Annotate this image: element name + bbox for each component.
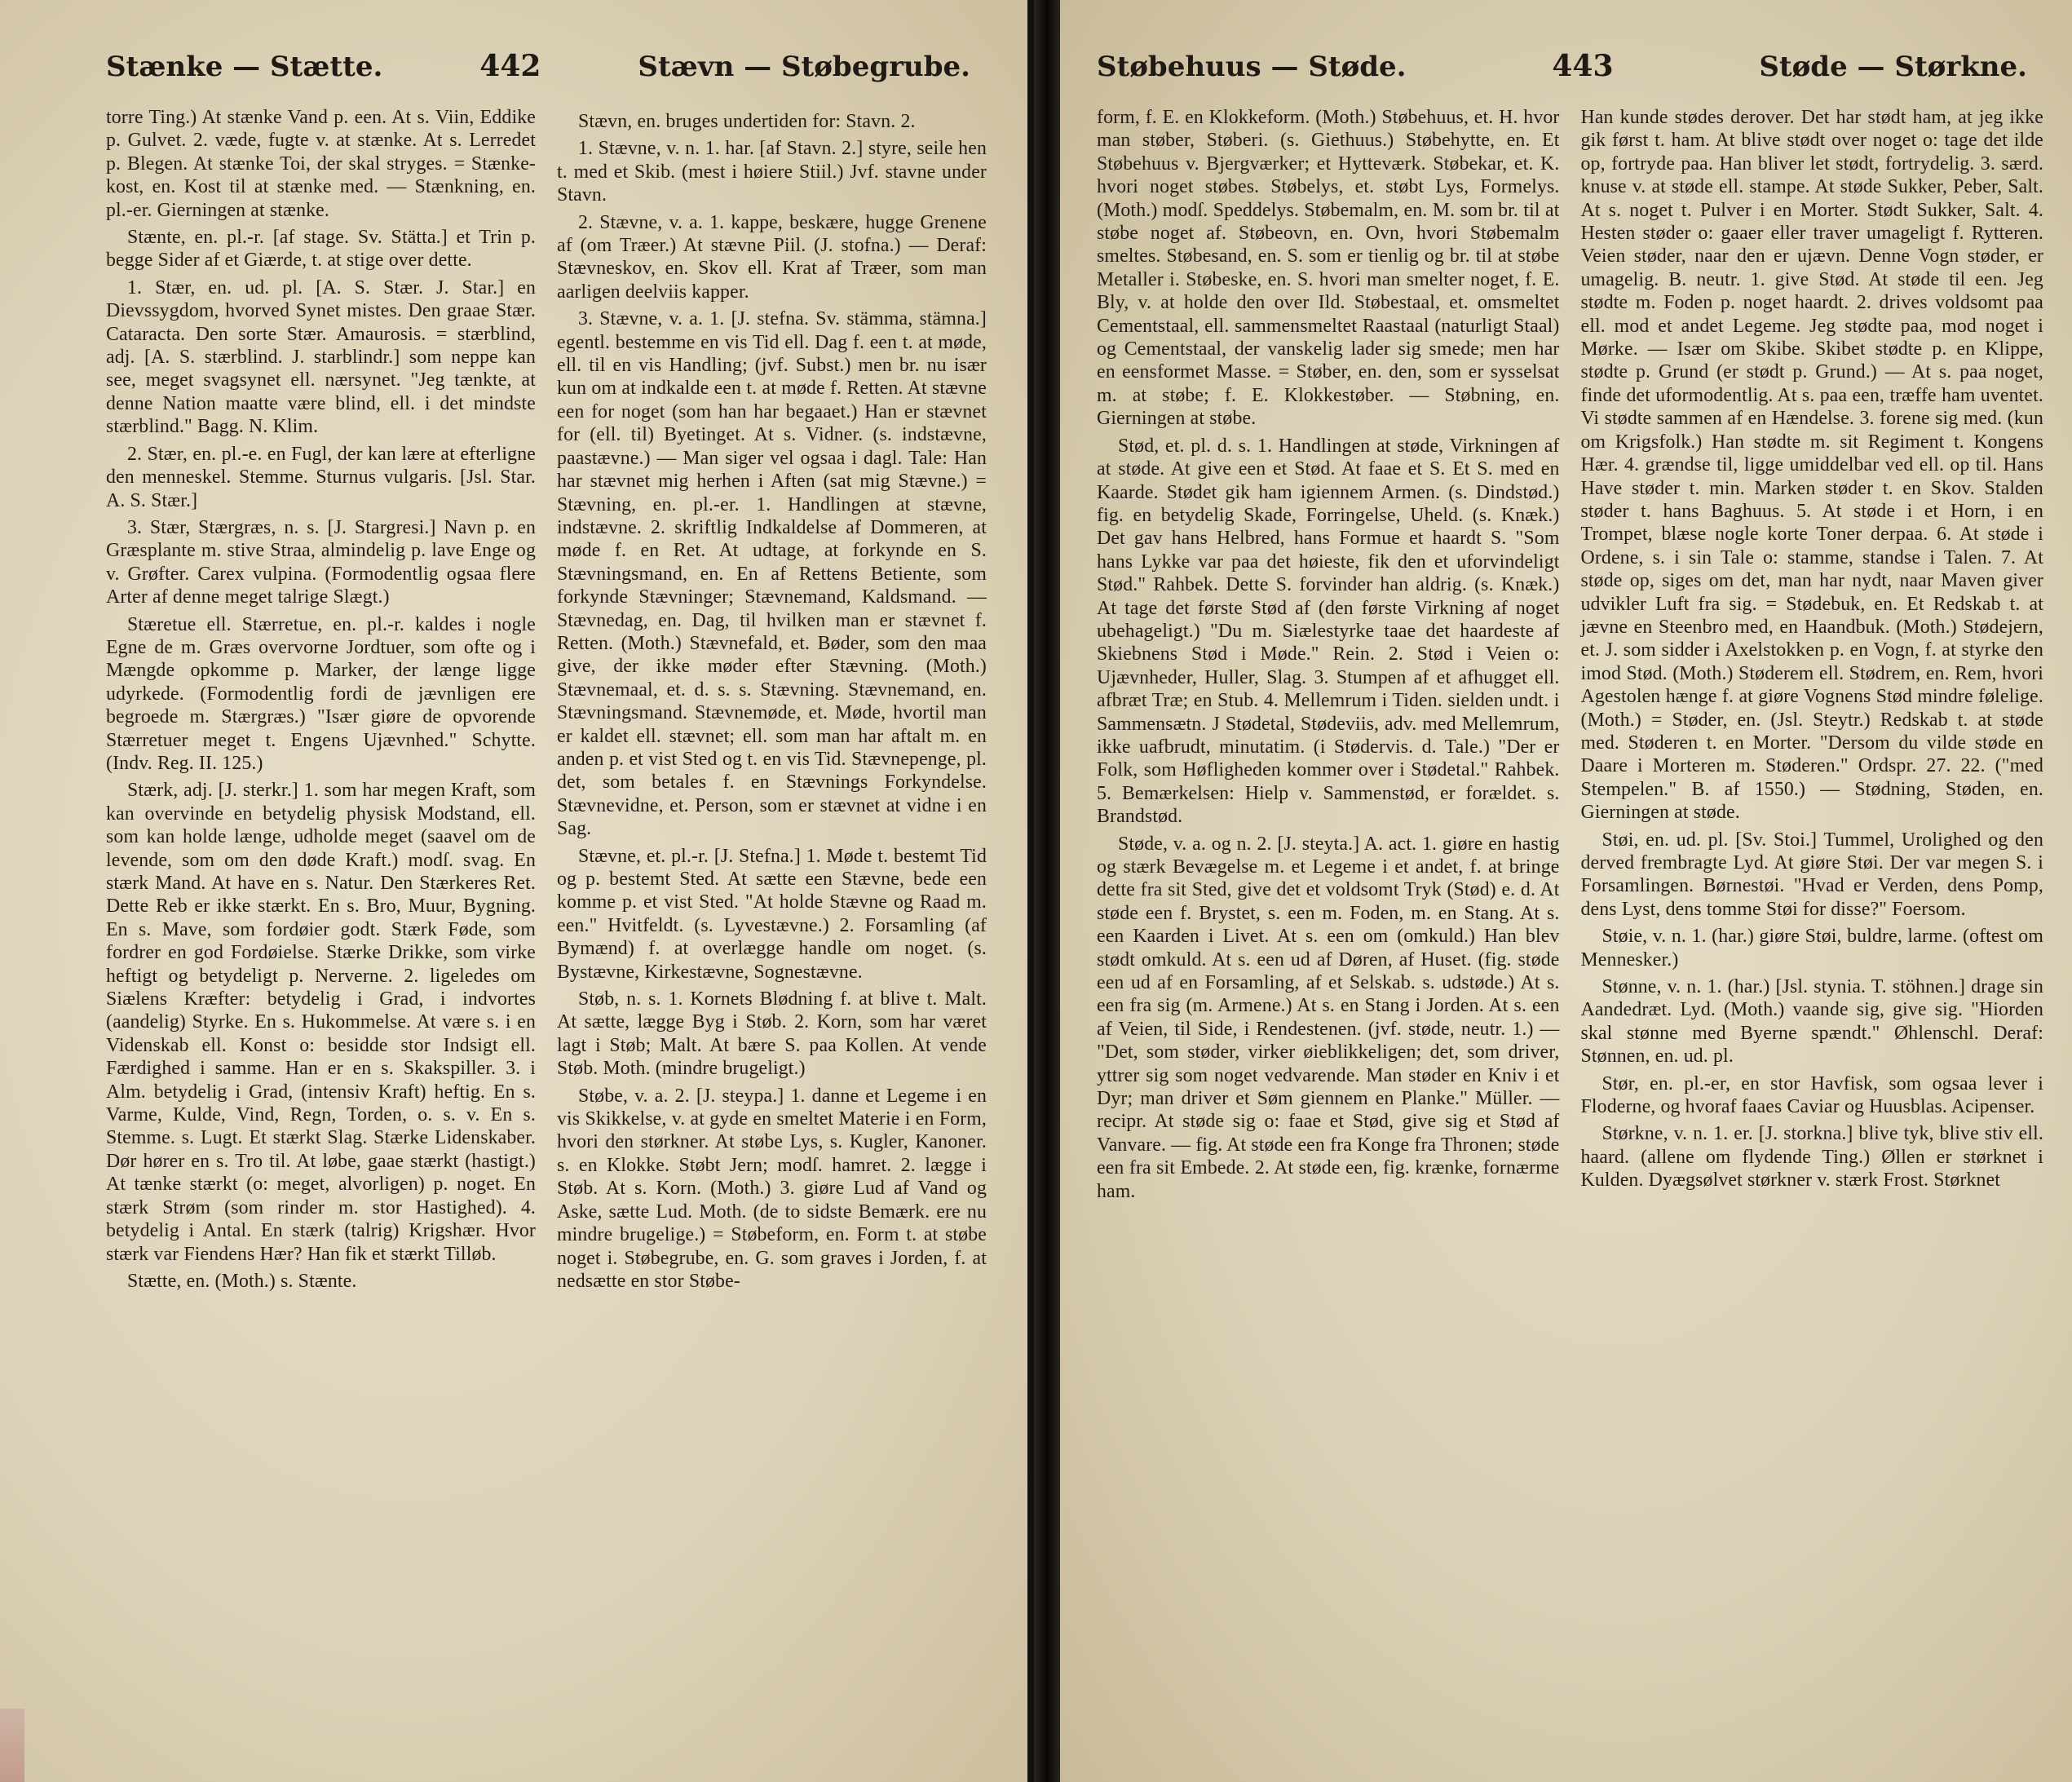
right-page-number: 443: [1552, 49, 1614, 83]
entry: Stæretue ell. Stærretue, en. pl.-r. kaldes i nogle Egne de m. Græs overvorne Jordtuer, som ofte og i Mængde opkomme p. Marker, der længe ligge udyrkede. (Formodentlig fordi de jævnligen ere begroede m. Stærgræs.) "Især giøre de opvorende Stærretuer meget t. Engens Ujævnhed." Schytte. (Indv. Reg. II. 125.): [106, 613, 536, 774]
left-header-right: Stævn — Støbegrube.: [638, 51, 970, 83]
left-page-number: 442: [479, 49, 541, 83]
entry: Størkne, v. n. 1. er. [J. storkna.] blive tyk, blive stiv ell. haard. (allene om flydende Ting.) Øllen er størknet i Kulden. Dyægsølvet størkner v. stærk Frost. Størknet: [1580, 1123, 2043, 1192]
book-gutter: [1034, 0, 1060, 1782]
entry: Stød, et. pl. d. s. 1. Handlingen at støde, Virkningen af at støde. At give een et Stød. At faae et S. Et S. med en Kaarde. Stødet gik ham igiennem Armen. (s. Dindstød.) fig. en betydelig Skade, Forringelse, Uheld. (s. Knæk.) Det gav hans Helbred, hans Formue et haardt S. "Som hans Lykke var paa det høieste, fik den et uforvindeligt Stød." Rahbek. Dette S. forvinder han aldrig. (s. Knæk.) At tage det første Stød af (den første Virkning af noget ubehageligt.) "Du m. Siælestyrke taae det haardeste af Skiebnens Stød i Møde." Rein. 2. Stød i Veien o: Ujævnheder, Huller, Slag. 3. Stumpen af et afhugget ell. afbræt Træ; en Stub. 4. Mellemrum i Tiden. sielden undt. i Sammensætn. J Stødetal, Stødeviis, adv. med Mellemrum, ikke uafbrudt, minutatim. (i Stødervis. d. Tale.) "Der er Folk, som Høfligheden kommer over i Stødetal." Rahbek. 5. Bemærkelsen: Hielp v. Sammenstød, er forældet. s. Brandstød.: [1097, 435, 1560, 828]
entry: 1. Stær, en. ud. pl. [A. S. Stær. J. Star.] en Dievssygdom, hvorved Synet mistes. Den graae Stær. Cataracta. Den sorte Stær. Amaurosis. = stærblind, adj. [A. S. stærblind. J. starblindr.] som neppe kan see, meget svagsynet ell. nærsynet. "Jeg tænkte, at denne Nation maatte være blind, ell. i det mindste stærblind." Bagg. N. Klim.: [106, 276, 536, 438]
entry: 3. Stær, Stærgræs, n. s. [J. Stargresi.] Navn p. en Græsplante m. stive Straa, almindelig p. lave Enge og v. Grøfter. Carex vulpina. (Formodentlig ogsaa flere Arter af denne meget talrige Slægt.): [106, 516, 536, 608]
right-column-2: [1581, 106, 2044, 1203]
entry: torre Ting.) At stænke Vand p. een. At s. Viin, Eddike p. Gulvet. 2. væde, fugte v. at stænke. At s. Lerredet p. Blegen. At stænke Toi, der skal stryges. = Stænke-kost, en. Kost til at stænke med. — Stænkning, en. pl.-er. Gierningen at stænke.: [106, 107, 536, 221]
entry: 2. Stær, en. pl.-e. en Fugl, der kan lære at efterligne den menneskel. Stemme. Sturnus vulgaris. [Jsl. Star. A. S. Stær.]: [106, 443, 536, 511]
entry: Stætte, en. (Moth.) s. Stænte.: [127, 1270, 357, 1292]
entry: Støb, n. s. 1. Kornets Blødning f. at blive t. Malt. At sætte, lægge Byg i Støb. 2. Korn, som har været lagt i Støb; Malt. At bære S. paa Kollen. At vende Støb. Moth. (mindre brugeligt.): [557, 988, 987, 1080]
entry: Stævne, et. pl.-r. [J. Stefna.] 1. Møde t. bestemt Tid og p. bestemt Sted. At sætte een Stævne, bede een komme p. et vist Sted. "At holde Stævne og Raad m. een." Hvitfeldt. (s. Lyvestævne.) 2. Forsamling (af Bymænd) f. at overlægge handle om noget. (s. Bystævne, Kirkestævne, Sognestævne.: [557, 845, 987, 983]
left-column-2: [557, 106, 987, 1293]
entry: Stævn, en. bruges undertiden for: Stavn. 2.: [578, 111, 916, 132]
entry: 2. Stævne, v. a. 1. kappe, beskære, hugge Grenene af (om Træer.) At stævne Piil. (J. stofna.) — Deraf: Stævneskov, en. Skov ell. Krat af Træer, som man aarligen deelviis kapper.: [557, 211, 987, 303]
right-column-1: [1097, 106, 1560, 1203]
right-page-header: [1097, 49, 2043, 106]
entry: Stænte, en. pl.-r. [af stage. Sv. Stätta.] et Trin p. begge Sider af et Giærde, t. at stige over dette.: [106, 227, 536, 272]
entry: form, f. E. en Klokkeform. (Moth.) Støbehuus, et. H. hvor man støber, Støberi. (s. Giethuus.) Støbehytte, en. Et Støbehuus v. Bjergværker; et Hytteværk. Støbekar, et. K. hvori noget støbes. Støbelys, et. støbt Lys, Formelys. (Moth.) modſ. Speddelys. Støbemalm, en. M. som br. til at støbe noget af. Støbeovn, en. Ovn, hvori Støbemalm smeltes. Støbesand, en. S. som er tienlig og br. til at støbe Metaller i. Støbeske, en. S. hvori man smelter noget, f. E. Bly, v. at holde den over Ild. Støbestaal, et. omsmeltet Cementstaal, ell. sammensmeltet Raastaal (naturligt Staal) og Cementstaal, der vanskelig lader sig smede; men har en eensformet Masse. = Støber, en. den, som er sysselsat m. at støbe; f. E. Klokkestøber. — Støbning, en. Gierningen at støbe.: [1097, 107, 1560, 430]
entry: Støbe, v. a. 2. [J. steypa.] 1. danne et Legeme i en vis Skikkelse, v. at gyde en smeltet Materie i en Form, hvori den størkner. At støbe Lys, s. Kugler, Kanoner. s. en Klokke. Støbt Jern; modſ. hamret. 2. lægge i Støb. At s. Korn. (Moth.) 3. giøre Lud af Vand og Aske, sætte Lud. Moth. (de to sidste Bemærk. ere nu mindre brugelige.) = Støbeform, en. Form t. at støbe noget i. Støbegrube, en. G. som graves i Jorden, f. at nedsætte en stor Støbe-: [557, 1085, 987, 1292]
right-page: [1060, 0, 2072, 1782]
right-header-left: Støbehuus — Støde.: [1097, 51, 1407, 83]
entry: Han kunde stødes derover. Det har stødt ham, at jeg ikke gik først t. ham. At blive stødt over noget o: tage det ilde op, fortryde paa. Han bliver let stødt, fortrydelig. 3. særd. knuse v. at støde ell. stampe. At støde Sukker, Peber, Salt. At s. noget t. Pulver i en Morter. Stødt Sukker, Salt. 4. Hesten støder o: gaaer eller traver umageligt f. Rytteren. Veien støder, naar den er ujævn. Denne Vogn støder, er umagelig. B. neutr. 1. give Stød. At støde til een. Jeg stødte m. Foden p. noget haardt. 2. drives voldsomt paa ell. mod et andet Legeme. Jeg stødte paa, mod noget i Mørke. — Især om Skibe. Skibet stødte p. en Klippe, stødte p. Grund (er stødt p. Grund.) — At s. paa noget, finde det uformodentlig. At s. paa een, træffe ham uventet. Vi stødte sammen af en Hændelse. 3. forene sig med. (kun om Krigsfolk.) Han stødte m. sit Regiment t. Kongens Hær. 4. grændse til, ligge umiddelbar ved ell. op til. Hans Have støder t. min. Marken støder t. en Skov. Stalden støder t. hans Baghuus. 5. At støde i et Horn, i en Trompet, blæse nogle korte Toner derpaa. 6. At støde i Ordene, s. i sin Tale o: stamme, standse i Talen. 7. At støde op, siges om det, man har nydt, naar Maven giver udvikler Luft fra sig. = Stødebuk, en. Et Redskab t. at jævne en Steenbro med, en Haandbuk. (Moth.) Stødejern, et. J. som sidder i Axelstokken p. en Vogn, f. at styrke den imod Stød. (Moth.) Støderem ell. Stødrem, en. Rem, hvori Agestolen hænge f. at giøre Vognens Stød mindre følelige. (Moth.) = Støder, en. (Jsl. Steytr.) Redskab t. at støde med. Støderen t. en Morter. "Dersom du vilde støde en Daare i Morteren m. Støderen." Ordspr. 27. 22. ("med Stempelen." B. af 1550.) — Stødning, Støden, en. Gierningen at støde.: [1580, 107, 2043, 824]
entry: Stærk, adj. [J. sterkr.] 1. som har megen Kraft, som kan overvinde en betydelig physisk Modstand, ell. som kan holde længe, udholde meget (saavel om de levende, som om den døde Kraft.) modſ. svag. En stærk Mand. At have en s. Natur. Den Stærkeres Ret. Dette Reb er ikke stærkt. En s. Bro, Muur, Bygning. En s. Mave, som fordøier godt. Stærk Føde, som fordrer en god Fordøielse. Stærke Drikke, som virke heftigt og betydeligt p. Nerverne. 2. ligeledes om Siælens Kræfter: betydelig i Grad, i indvortes (aandelig) Styrke. En s. Hukommelse. At være s. i en Videnskab ell. Konst o: besidde stor Indsigt ell. Færdighed i samme. Han er en s. Skakspiller. 3. i Alm. betydelig i Grad, (intensiv Kraft) heftig. En s. Varme, Kulde, Vind, Regn, Torden, o. s. v. En s. Stemme. s. Lugt. Et stærkt Slag. Stærke Lidenskaber. Dør hører en s. Tro til. At løbe, gaae stærkt (hastigt.) At tænke stærkt (o: meget, alvorligen) p. noget. En stærk Strøm (som rinder m. stor Hastighed). 4. betydelig i Antal. En stærk (talrig) Krigshær. Hvor stærk var Fiendens Hær? Han fik et stærkt Tilløb.: [106, 780, 536, 1265]
left-page-header: [106, 49, 987, 106]
entry: Stønne, v. n. 1. (har.) [Jsl. stynia. T. stöhnen.] drage sin Aandedræt. Lyd. (Moth.) vaande sig, give sig. "Hiorden skal stønne med Byerne spændt." Øhlenschl. Deraf: Stønnen, en. ud. pl.: [1580, 976, 2043, 1068]
entry: Stør, en. pl.-er, en stor Havfisk, som ogsaa lever i Floderne, og hvoraf faaes Caviar og Huusblas. Acipenser.: [1580, 1072, 2043, 1118]
entry: 3. Stævne, v. a. 1. [J. stefna. Sv. stämma, stämna.] egentl. bestemme en vis Tid ell. Dag f. een t. at møde, ell. til en vis Handling; (jvf. Subst.) men br. nu især kun om at indkalde een t. at møde f. Retten. At stævne een for noget (som han har begaaet.) Han er stævnet for (ell. til) Byetinget. At s. Vidner. (s. indstævne, paastævne.) — Man siger vel ogsaa i dagl. Tale: Han har stævnet mig herhen i Aften (sat mig Stævne.) = Stævning, en. pl.-er. 1. Handlingen at stævne, indstævne. 2. skriftlig Indkaldelse af Dommeren, at møde f. en Ret. At udtage, at forkynde en S. Stævningsmand, en. En af Rettens Betiente, som forkynde Stævninger; Stævnemand, Kaldsmand. — Stævnedag, en. Dag, til hvilken man er stævnet f. Retten. (Moth.) Stævnefald, et. Bøder, som den maa give, der ikke møder efter Stævning. (Moth.) Stævnemaal, et. d. s. s. Stævning. Stævnemand, en. Stævningsmand. Stævnemøde, et. Møde, hvortil man er kaldet ell. stævnet; ell. som man har aftalt m. en anden p. et vist Sted og t. en vis Tid. Stævnepenge, pl. det, som betales f. en Stævnings Forkyndelse. Stævnevidne, et. Person, som er stævnet at vidne i en Sag.: [557, 308, 987, 840]
right-header-right: Støde — Størkne.: [1759, 51, 2027, 83]
entry: 1. Stævne, v. n. 1. har. [af Stavn. 2.] styre, seile hen t. med et Skib. (mest i høiere Stiil.) Jvf. stavne under Stavn.: [557, 138, 987, 206]
page-stain: [0, 1709, 24, 1782]
entry: Støi, en. ud. pl. [Sv. Stoi.] Tummel, Urolighed og den derved frembragte Lyd. At giøre Støi. Der var megen S. i Forsamlingen. Børnestøi. "Hvad er Verden, dens Pomp, dens Lyst, dens tomme Støi for disse?" Foersom.: [1580, 829, 2043, 920]
left-header-left: Stænke — Stætte.: [106, 51, 383, 83]
entry: Støde, v. a. og n. 2. [J. steyta.] A. act. 1. giøre en hastig og stærk Bevægelse m. et Legeme i et andet, f. at bringe dette fra sit Sted, give det et voldsomt Tryk (Stød) e. d. At støde een f. Brystet, s. een m. Foden, m. en Stang. At s. een Kaarden i Livet. At s. een om (omkuld.) Han blev stødt omkuld. At s. een ud af Døren, af Huset. (fig. støde een ud af en Forsamling, af et Selskab. s. udstøde.) At s. een fra sig (m. Armene.) At s. en Stang i Jorden. At s. een af Veien, til Side, i Rendestenen. (jvf. støde, neutr. 1.) — "Det, som støder, virker øieblikkeligen; det, som driver, yttrer sig som noget vedvarende. Man støder en Kniv i et Dyr; man driver et Søm giennem en Planke." Müller. — recipr. At støde sig o: faae et Stød, give sig et Stød af Vanvare. — fig. At støde een fra Konge fra Thronen; støde een fra sit Embede. 2. At støde een, fig. krænke, fornærme ham.: [1097, 833, 1560, 1202]
left-page: [0, 0, 1034, 1782]
entry: Støie, v. n. 1. (har.) giøre Støi, buldre, larme. (oftest om Mennesker.): [1580, 926, 2043, 971]
left-column-1: [106, 106, 536, 1293]
